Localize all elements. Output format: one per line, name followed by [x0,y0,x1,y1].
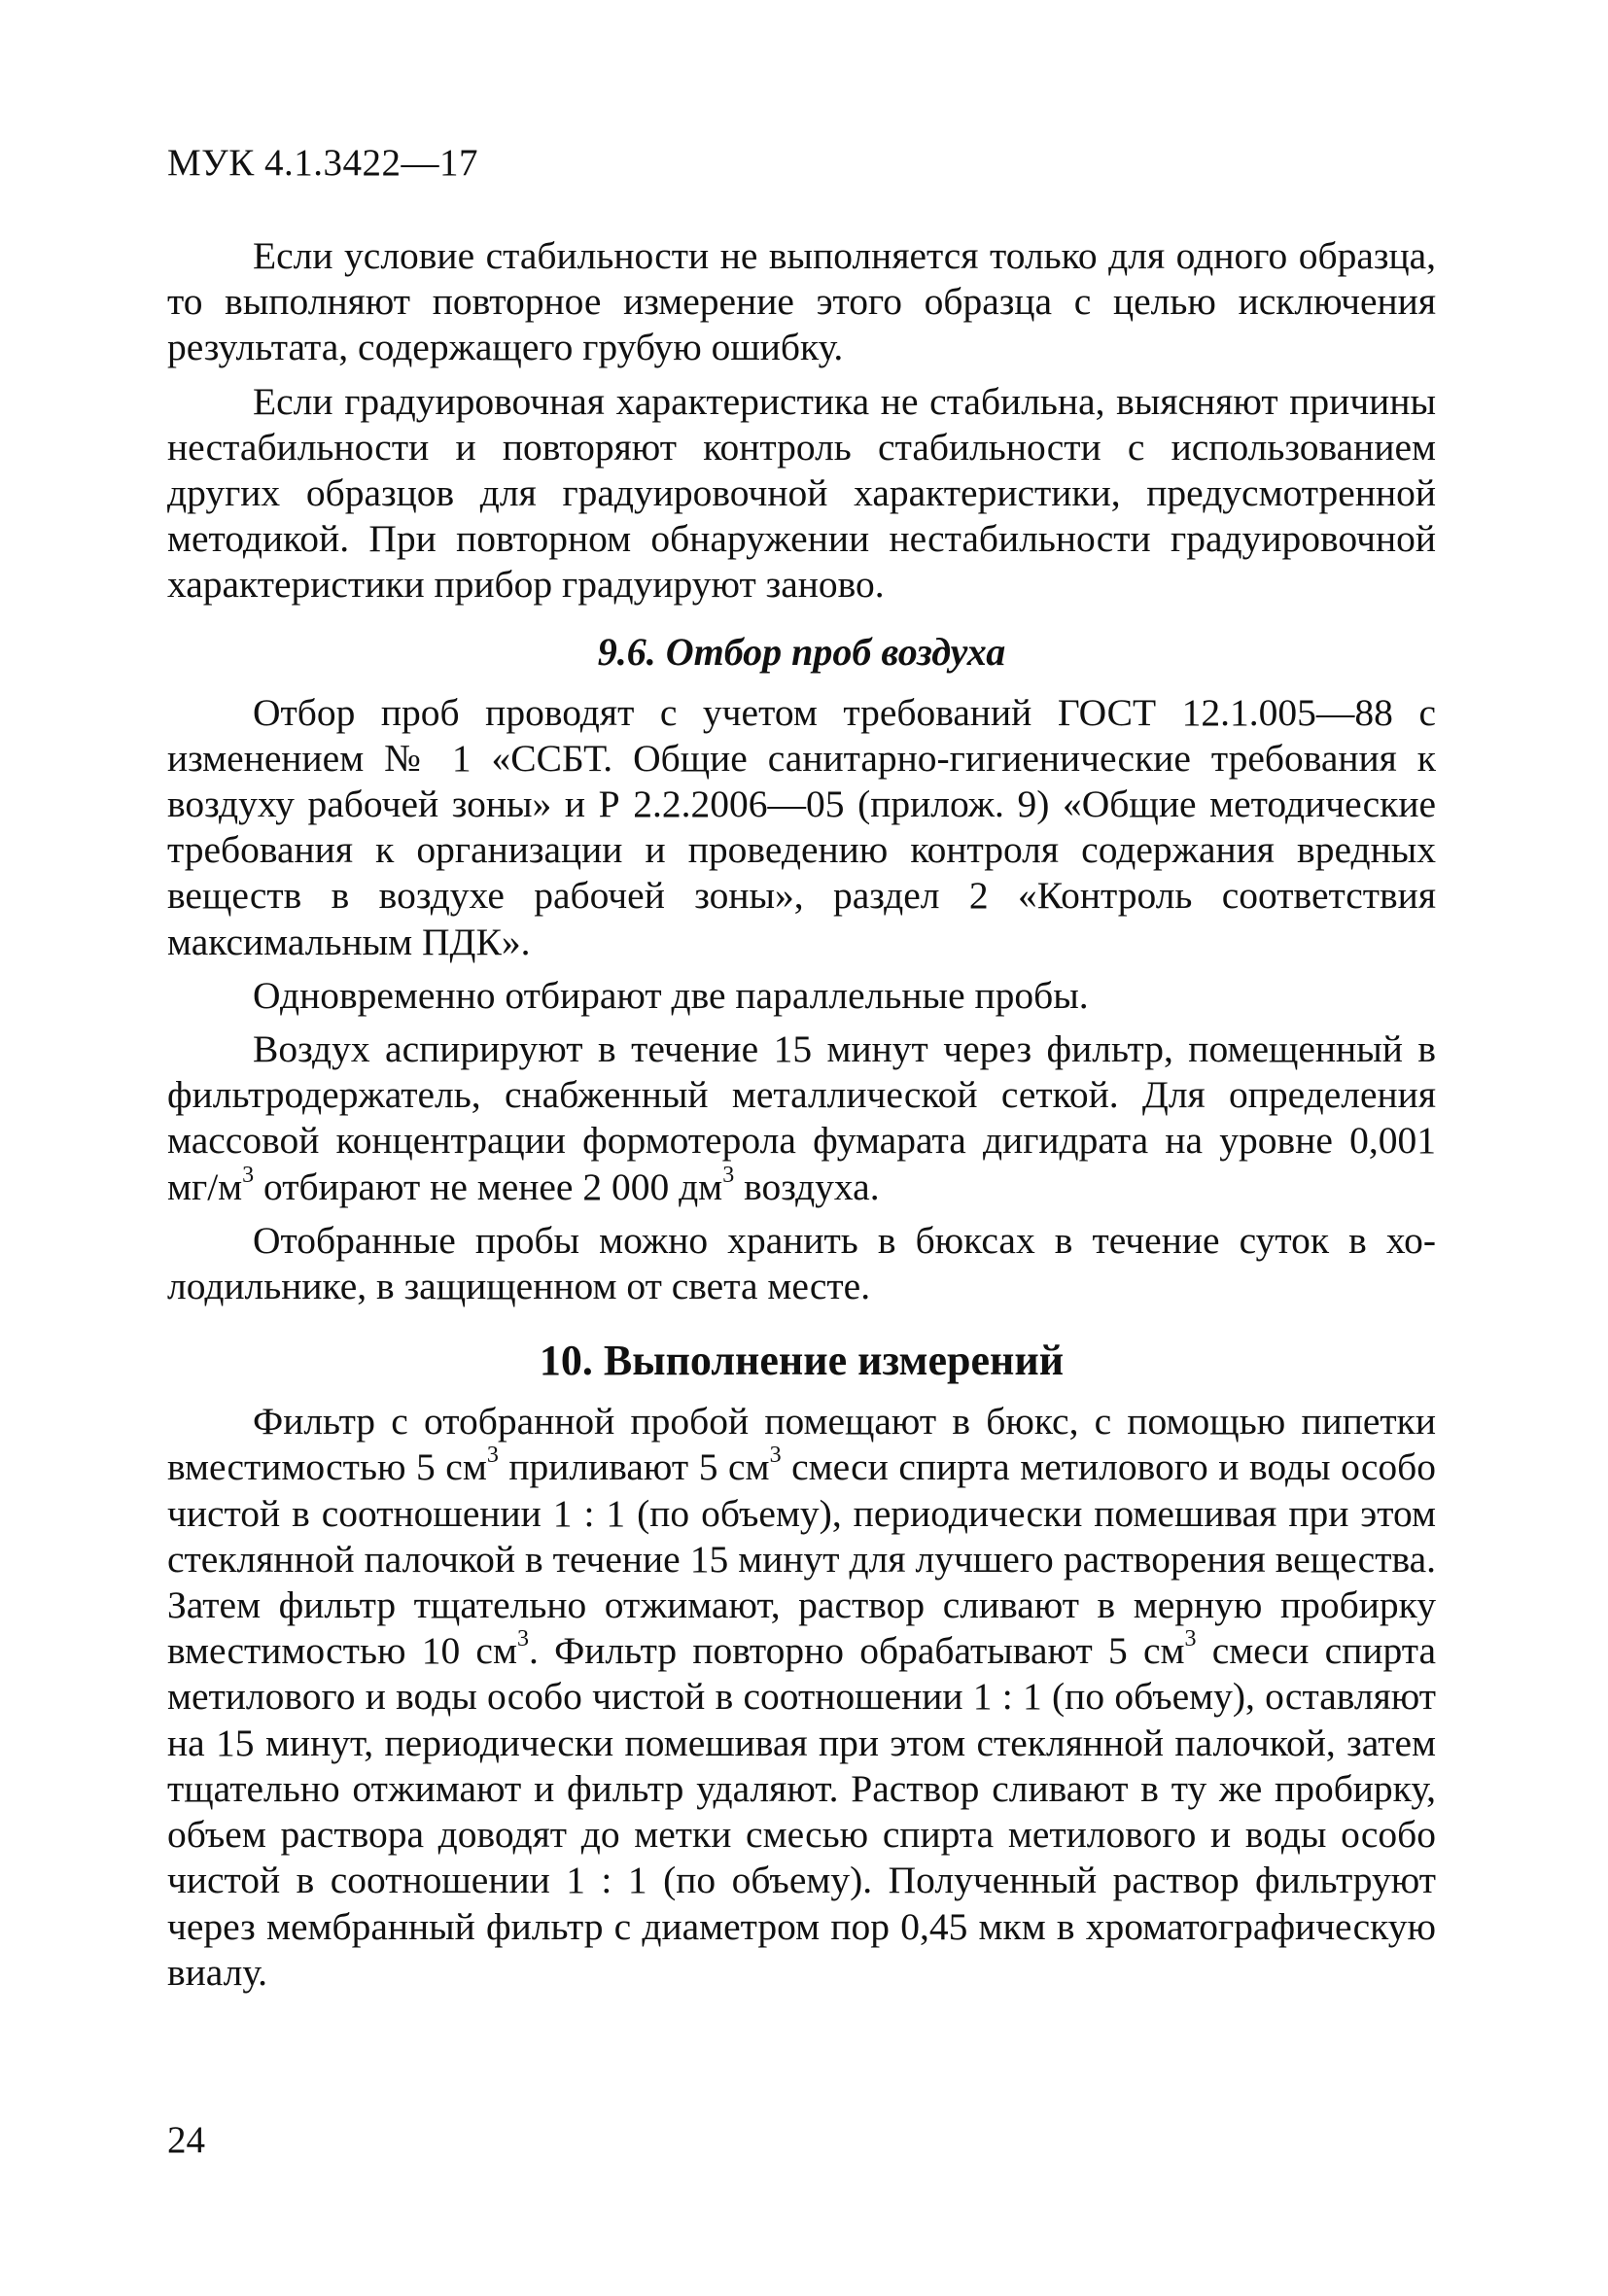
superscript: 3 [1184,1626,1197,1652]
text-fragment: смеси спирта метилового и воды особо чистой в соотношении 1 : 1 (по объему), оставляют на 15 минут, периодически помешивая при этом стеклянной палочкой, затем тщательно отжимают и фильтр удаляют. Раствор сливают в ту же пробирку, объем раствора доводят до метки смесью спирта метилового и воды особо чистой в соотношении 1 : 1 (по объему). Полученный раствор фильтруют через мембранный фильтр с диаметром пор 0,45 мкм в хроматографическую виалу. [167,1629,1436,1994]
text-fragment: воздуха. [734,1165,880,1208]
superscript: 3 [769,1443,782,1469]
superscript: 3 [486,1443,499,1469]
paragraph-stability-single-sample: Если условие стабильности не выполняется только для одного образца, то выполняют повторное измерение этого образца с целью исключения результата, содержащего грубую ошибку. [167,234,1436,369]
superscript: 3 [242,1162,255,1188]
text-fragment: отбирают не менее 2 000 дм [254,1165,723,1208]
paragraph-parallel-samples: Одновременно отбирают две параллельные пробы. [253,973,1089,1017]
paragraph-sample-storage: Отобранные пробы можно хранить в бюксах в течение суток в холодильнике, в защищенном от света месте. [167,1218,1436,1308]
section-10-heading: 10. Выполнение измерений [539,1337,1065,1385]
page-number: 24 [167,2119,205,2161]
document-body [167,233,1436,1996]
paragraph-air-aspiration [167,1026,1436,1210]
paragraph-measurement-procedure [167,1399,1436,1996]
paragraph-sampling-requirements: Отбор проб проводят с учетом требований ГОСТ 12.1.005—88 с изменением № 1 «ССБТ. Общие санитарно-гигиенические требования к воздуху рабочей зоны» и Р 2.2.2006—05 (прилож. 9) «Общие методические требования к организации и проведению контроля содержания вредных веществ в воздухе рабочей зоны», раздел 2 «Контроль соответствия максимальным ПДК». [167,690,1436,963]
text-fragment: . Фильтр повторно обрабатывают 5 см [528,1629,1185,1673]
running-header: МУК 4.1.3422—17 [167,142,479,184]
section-9-6-heading: 9.6. Отбор проб воздуха [597,629,1006,674]
text-fragment: Воздух аспирируют в течение 15 минут через фильтр, помещенный в фильтродержатель, снабженный металлической сеткой. Для определения массовой концентрации формотерола фумарата дигидрата на уровне 0,001 мг/м [167,1027,1436,1208]
text-fragment: смеси спирта метилового и воды особо чистой в соотношении 1 : 1 (по объему), периодически помешивая при этом стеклянной палочкой в течение 15 минут для лучшего растворения вещества. Затем фильтр тщательно отжимают, раствор сливают в мерную пробирку вместимостью 10 см [167,1445,1436,1673]
text-fragment: приливают 5 см [498,1445,770,1489]
text-fragment: Фильтр с отобранной пробой помещают в бюкс, с помощью пипетки вместимостью 5 см [167,1400,1436,1489]
superscript: 3 [516,1626,529,1652]
paragraph-calibration-unstable: Если градуировочная характеристика не стабильна, выясняют причины нестабильности и повторяют контроль стабильности с использованием других образцов для градуировочной характеристики, предусмотренной методикой. При повторном обнаружении нестабильности градуировочной характеристики прибор градуируют заново. [167,379,1436,607]
superscript: 3 [722,1162,735,1188]
